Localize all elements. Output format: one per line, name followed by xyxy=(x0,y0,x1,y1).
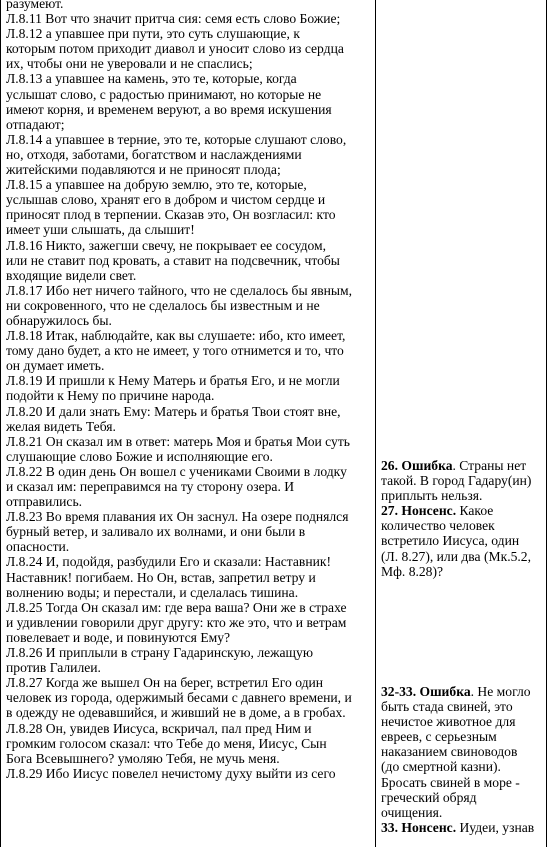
note-line xyxy=(381,684,544,699)
table-column-divider xyxy=(375,0,376,847)
note-text: количество человек xyxy=(381,518,495,534)
verse-line: Л.8.11 Вот что значит притча сия: семя есть слово Божие; xyxy=(6,11,341,27)
verse-line: Бога Всевышнего? умоляю Тебя, не мучь меня. xyxy=(6,750,280,766)
note-line xyxy=(381,549,544,564)
table-border-left xyxy=(0,0,1,847)
verse-line: бурный ветер, и заливало их волнами, и они были в xyxy=(6,524,306,540)
verse-line: Л.8.13 а упавшее на камень, это те, которые, когда xyxy=(6,71,297,87)
verse-line: против Галилеи. xyxy=(6,660,101,676)
note-line xyxy=(381,775,544,790)
note-text: . Страны нет xyxy=(452,458,527,473)
note-line xyxy=(381,488,544,503)
verse-line: и сказал им: переправимся на ту сторону озера. И xyxy=(6,479,295,494)
note-line xyxy=(381,503,544,518)
verse-line: Л.8.17 Ибо нет ничего тайного, что не сделалось бы явным, xyxy=(6,282,353,298)
note-line xyxy=(381,714,544,729)
note-line xyxy=(381,729,544,744)
verse-line: Л.8.27 Когда же вышел Он на берег, встретил Его один xyxy=(6,675,324,691)
verse-line: которым потом приходит диавол и уносит слово из сердца xyxy=(6,41,344,57)
verse-line: Наставник! погибаем. Но Он, встав, запретил ветру и xyxy=(6,569,316,585)
note-line xyxy=(381,820,544,835)
table-border-right xyxy=(546,0,547,847)
note-text: очищения. xyxy=(381,804,443,820)
verse-line: обнаружилось бы. xyxy=(6,312,112,328)
verse-line: подойти к Нему по причине народа. xyxy=(6,388,215,404)
verse-line: услышат слово, с радостью принимают, но которые не xyxy=(6,86,322,102)
verse-line: Л.8.25 Тогда Он сказал им: где вера ваша? Они же в страхе xyxy=(6,599,347,615)
note-text: быть стада свиней, это xyxy=(381,699,513,715)
note-text: евреев, с серьезным xyxy=(381,729,497,745)
verse-line: Л.8.18 Итак, наблюдайте, как вы слушаете: ибо, кто имеет, xyxy=(6,328,346,344)
verse-line: входящие видели свет. xyxy=(6,267,137,283)
verse-line: Л.8.16 Никто, зажегши свечу, не покрывает ее сосудом, xyxy=(6,237,327,253)
verse-line: Л.8.22 В один день Он вошел с учениками Своими в лодку xyxy=(6,463,347,479)
verse-line: Л.8.26 И приплыли в страну Гадаринскую, лежащую xyxy=(6,645,313,661)
verse-line: он думает иметь. xyxy=(6,358,105,374)
verse-line: повелевает и воде, и повинуются Ему? xyxy=(6,629,231,645)
verse-line: отправились. xyxy=(6,494,83,510)
verse-line: житейскими подавляются и не приносят плода; xyxy=(6,162,281,178)
verse-line: разумеют. xyxy=(6,0,64,11)
verse-line: слушающие слово Божие и исполняющие его. xyxy=(6,448,273,464)
note-text: приплыть нельзя. xyxy=(381,488,483,504)
note-line xyxy=(381,759,544,774)
note-text: наказанием свиноводов xyxy=(381,744,518,760)
verse-line: Л.8.15 а упавшее на добрую землю, это те, которые, xyxy=(6,177,307,193)
note-line xyxy=(381,699,544,714)
verse-line: Л.8.29 Ибо Иисус повелел нечистому духу выйти из сего xyxy=(6,765,336,781)
verse-line: Л.8.23 Во время плавания их Он заснул. На озере поднялся xyxy=(6,509,349,525)
note-line xyxy=(381,518,544,533)
note-text: (Л. 8.27), или два (Мк.5.2, xyxy=(381,548,531,564)
verse-line: имеют корня, и временем веруют, а во время искушения xyxy=(6,101,332,117)
verse-line: Л.8.14 а упавшее в терние, это те, которые слушают слово, xyxy=(6,131,347,147)
note-line xyxy=(381,805,544,820)
note-text: (до смертной казни). xyxy=(381,759,501,775)
verse-line: опасности. xyxy=(6,539,70,555)
verse-line: тому дано будет, а кто не имеет, у того отнимется и то, что xyxy=(6,343,344,359)
note-text: встретило Иисуса, один xyxy=(381,533,520,549)
verse-line: ни сокровенного, что не сделалось бы известным и не xyxy=(6,297,320,313)
note-text: Иудеи, узнав xyxy=(456,819,535,835)
verse-line: желая видеть Тебя. xyxy=(6,418,116,434)
verse-line: услышав слово, хранят его в добром и чистом сердце и xyxy=(6,192,326,208)
note-text: Какое xyxy=(456,503,494,519)
note-heading: 33. Нонсенс. xyxy=(381,819,457,835)
commentary-note-26-27 xyxy=(381,458,544,579)
verse-line: Л.8.28 Он, увидев Иисуса, вскричал, пал пред Ним и xyxy=(6,720,312,736)
note-text: Мф. 8.28)? xyxy=(381,563,444,579)
note-line xyxy=(381,473,544,488)
note-line xyxy=(381,533,544,548)
note-text: греческий обряд xyxy=(381,789,477,805)
verse-line: или не ставит под кровать, а ставит на подсвечник, чтобы xyxy=(6,252,340,268)
verse-line: в одежду не одевавшийся, и живший не в доме, а в гробах. xyxy=(6,705,346,721)
verse-line: приносят плод в терпении. Сказав это, Он возгласил: кто xyxy=(6,207,336,223)
commentary-note-32-33 xyxy=(381,684,544,835)
note-line xyxy=(381,564,544,579)
note-text: такой. В город Гадару(ин) xyxy=(381,473,532,489)
verse-line: Л.8.21 Он сказал им в ответ: матерь Моя и братья Мои суть xyxy=(6,433,350,449)
note-line xyxy=(381,744,544,759)
scripture-text-column xyxy=(6,0,374,781)
note-heading: 32-33. Ошибка xyxy=(381,684,471,699)
note-text: . Не могло xyxy=(470,684,531,699)
verse-line: их, чтобы они не уверовали и не спаслись; xyxy=(6,56,253,72)
verse-line: Л.8.24 И, подойдя, разбудили Его и сказали: Наставник! xyxy=(6,554,331,570)
verse-line: громким голосом сказал: что Тебе до меня, Иисус, Сын xyxy=(6,735,327,751)
note-text: Бросать свиней в море - xyxy=(381,774,520,790)
note-heading: 27. Нонсенс. xyxy=(381,503,457,519)
verse-line: но, отходя, заботами, богатством и наслаждениями xyxy=(6,146,302,162)
note-text: нечистое животное для xyxy=(381,714,516,730)
verse-line: Л.8.20 И дали знать Ему: Матерь и братья Твои стоят вне, xyxy=(6,403,341,419)
note-line xyxy=(381,790,544,805)
verse-line: имеет уши слышать, да слышит! xyxy=(6,222,195,238)
verse-line: отпадают; xyxy=(6,116,65,132)
note-heading: 26. Ошибка xyxy=(381,458,453,473)
verse-line: Л.8.12 а упавшее при пути, это суть слушающие, к xyxy=(6,26,300,42)
verse-line: и удивлении говорили друг другу: кто же это, что и ветрам xyxy=(6,614,347,630)
verse-line: волнению воды; и перестали, и сделалась тишина. xyxy=(6,584,299,600)
verse-line: Л.8.19 И пришли к Нему Матерь и братья Его, и не могли xyxy=(6,373,340,389)
verse-line: человек из города, одержимый бесами с давнего времени, и xyxy=(6,690,352,706)
note-line xyxy=(381,458,544,473)
